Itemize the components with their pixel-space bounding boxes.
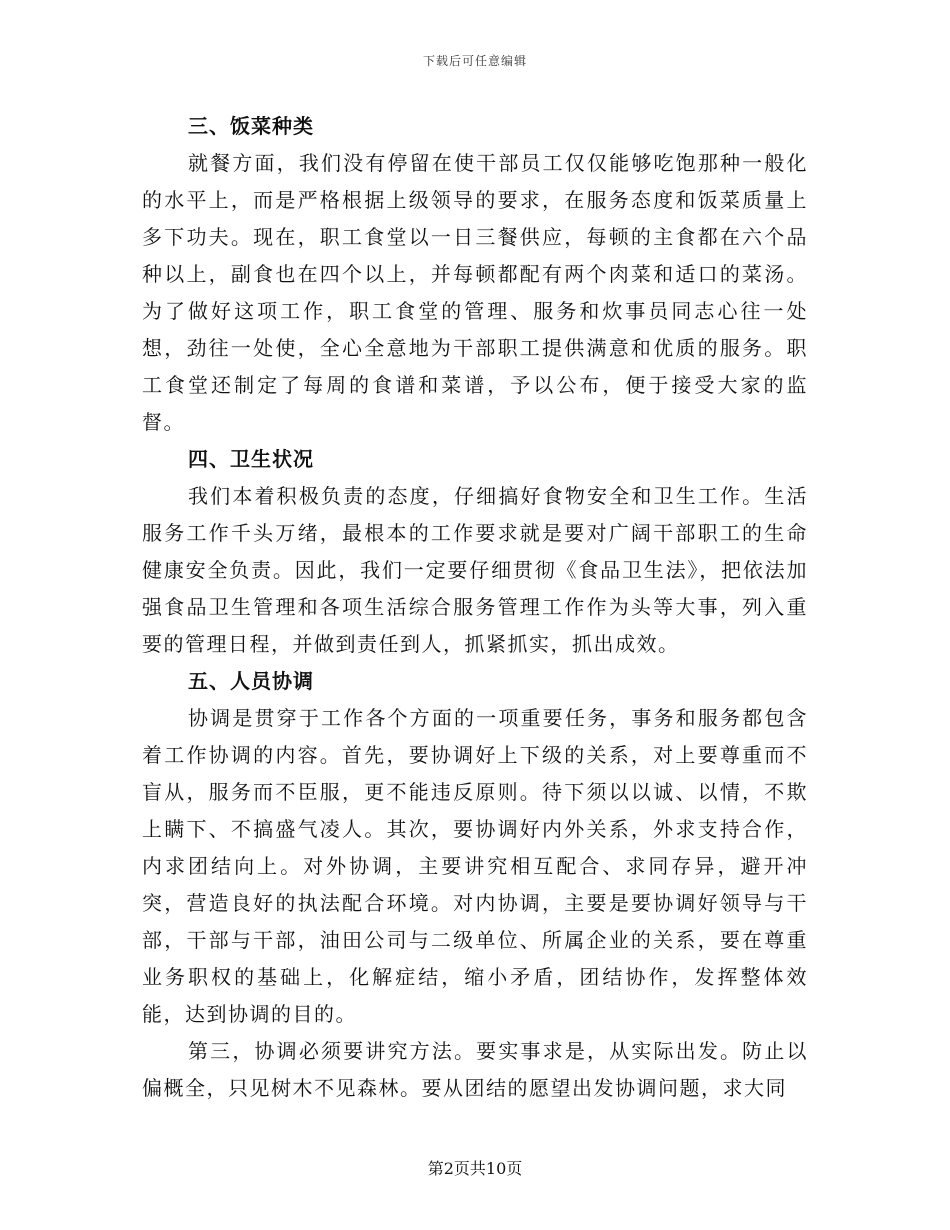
section-heading: 四、卫生状况 [188, 447, 314, 471]
paragraph: 第三，协调必须要讲究方法。要实事求是，从实际出发。防止以偏概全，只见树木不见森林。要从团结的愿望出发协调问题，求大同 [142, 1039, 808, 1100]
header-note: 下载后可任意编辑 [422, 54, 527, 68]
page-number: 第2页共10页 [427, 1159, 523, 1178]
paragraph: 就餐方面，我们没有停留在使干部员工仅仅能够吃饱那种一般化的水平上，而是严格根据上级领导的要求，在服务态度和饭菜质量上多下功夫。现在，职工食堂以一日三餐供应，每顿的主食都在六个品种以上，副食也在四个以上，并每顿都配有两个肉菜和适口的菜汤。为了做好这项工作，职工食堂的管理、服务和炊事员同志心往一处想，劲往一处使，全心全意地为干部职工提供满意和优质的服务。职工食堂还制定了每周的食谱和菜谱，予以公布，便于接受大家的监督。 [142, 151, 808, 434]
section-heading: 三、饭菜种类 [188, 114, 314, 138]
paragraph: 我们本着积极负责的态度，仔细搞好食物安全和卫生工作。生活服务工作千头万绪，最根本的工作要求就是要对广阔干部职工的生命健康安全负责。因此，我们一定要仔细贯彻《食品卫生法》，把依法加强食品卫生管理和各项生活综合服务管理工作作为头等大事，列入重要的管理日程，并做到责任到人，抓紧抓实，抓出成效。 [142, 484, 808, 656]
document-body [142, 108, 808, 1107]
paragraph: 协调是贯穿于工作各个方面的一项重要任务，事务和服务都包含着工作协调的内容。首先，要协调好上下级的关系，对上要尊重而不盲从，服务而不臣服，更不能违反原则。待下须以以诚、以情，不欺上瞒下、不搞盛气凌人。其次，要协调好内外关系，外求支持合作，内求团结向上。对外协调，主要讲究相互配合、求同存异，避开冲突，营造良好的执法配合环境。对内协调，主要是要协调好领导与干部，干部与干部，油田公司与二级单位、所属企业的关系，要在尊重业务职权的基础上，化解症结，缩小矛盾，团结协作，发挥整体效能，达到协调的目的。 [142, 706, 808, 1026]
section-heading: 五、人员协调 [188, 669, 314, 693]
